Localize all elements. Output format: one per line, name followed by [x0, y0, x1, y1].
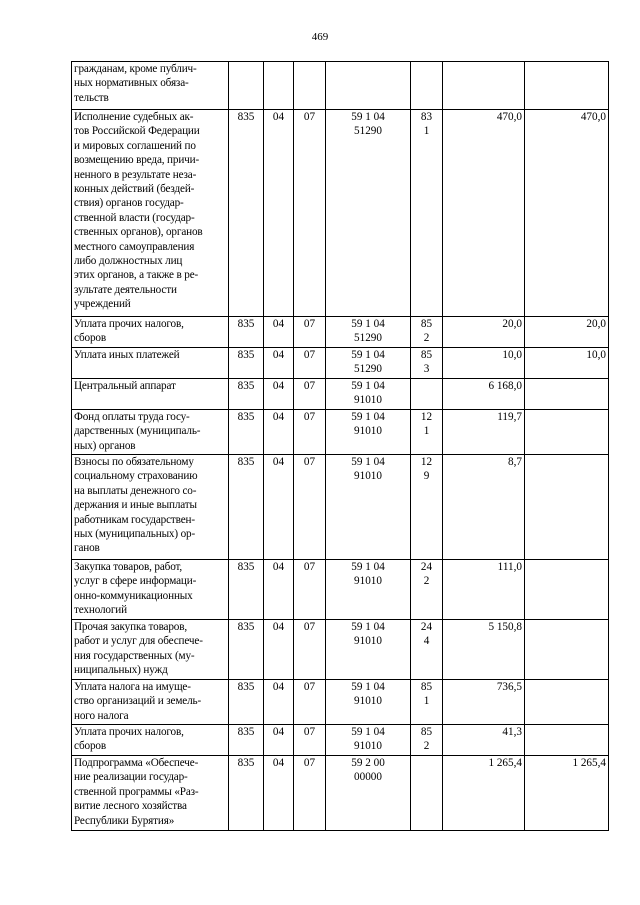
expense-type-code: 83 1 [411, 110, 443, 317]
section-code: 04 [264, 410, 294, 455]
subsection-code: 07 [294, 725, 326, 756]
row-name: Фонд оплаты труда госу- дарственных (муниципаль- ных) органов [72, 410, 229, 455]
row-name: Уплата иных платежей [72, 348, 229, 379]
amount-1: 119,7 [443, 410, 525, 455]
table-row [72, 560, 609, 620]
subsection-code: 07 [294, 560, 326, 620]
subsection-code: 07 [294, 680, 326, 725]
table-row [72, 680, 609, 725]
section-code: 04 [264, 317, 294, 348]
expense-type-code: 85 2 [411, 725, 443, 756]
subsection-code: 07 [294, 756, 326, 831]
grbs-code: 835 [229, 680, 264, 725]
table-row [72, 620, 609, 680]
expense-type-code: 85 2 [411, 317, 443, 348]
subsection-code: 07 [294, 110, 326, 317]
grbs-code: 835 [229, 379, 264, 410]
row-name: Закупка товаров, работ, услуг в сфере информаци- онно-коммуникационных технологий [72, 560, 229, 620]
amount-1: 5 150,8 [443, 620, 525, 680]
expense-type-code [411, 379, 443, 410]
grbs-code: 835 [229, 110, 264, 317]
section-code: 04 [264, 560, 294, 620]
target-article-code: 59 1 04 91010 [326, 379, 411, 410]
row-name: Взносы по обязательному социальному страхованию на выплаты денежного со- держания и иные выплаты работникам государствен- ных (муниципальных) ор- ганов [72, 455, 229, 560]
subsection-code: 07 [294, 620, 326, 680]
table-row [72, 317, 609, 348]
table-row [72, 455, 609, 560]
section-code: 04 [264, 756, 294, 831]
amount-1: 111,0 [443, 560, 525, 620]
section-code: 04 [264, 348, 294, 379]
amount-2 [525, 620, 609, 680]
row-name: Уплата налога на имуще- ство организаций и земель- ного налога [72, 680, 229, 725]
section-code: 04 [264, 620, 294, 680]
amount-2 [525, 410, 609, 455]
section-code: 04 [264, 379, 294, 410]
amount-1: 41,3 [443, 725, 525, 756]
section-code: 04 [264, 725, 294, 756]
table-row [72, 110, 609, 317]
expense-type-code [411, 756, 443, 831]
row-name: Уплата прочих налогов, сборов [72, 317, 229, 348]
amount-2 [525, 62, 609, 110]
section-code [264, 62, 294, 110]
grbs-code: 835 [229, 317, 264, 348]
table-row [72, 348, 609, 379]
amount-2 [525, 560, 609, 620]
row-name: гражданам, кроме публич- ных нормативных обяза- тельств [72, 62, 229, 110]
grbs-code: 835 [229, 410, 264, 455]
grbs-code: 835 [229, 560, 264, 620]
subsection-code: 07 [294, 410, 326, 455]
target-article-code: 59 1 04 91010 [326, 620, 411, 680]
grbs-code: 835 [229, 756, 264, 831]
amount-1: 10,0 [443, 348, 525, 379]
grbs-code: 835 [229, 455, 264, 560]
target-article-code: 59 2 00 00000 [326, 756, 411, 831]
amount-1: 20,0 [443, 317, 525, 348]
page-number: 469 [311, 31, 329, 43]
row-name: Прочая закупка товаров, работ и услуг для обеспече- ния государственных (му- ниципальных) нужд [72, 620, 229, 680]
expense-type-code: 24 4 [411, 620, 443, 680]
subsection-code: 07 [294, 317, 326, 348]
row-name: Уплата прочих налогов, сборов [72, 725, 229, 756]
expense-type-code: 12 1 [411, 410, 443, 455]
table-row [72, 379, 609, 410]
amount-1: 8,7 [443, 455, 525, 560]
expense-type-code: 85 3 [411, 348, 443, 379]
target-article-code: 59 1 04 91010 [326, 560, 411, 620]
row-name: Исполнение судебных ак- тов Российской Федерации и мировых соглашений по возмещению вреда, причи- ненного в результате неза- конных действий (бездей- ствия) органов государ- ственной власти (государ- ственных органов), органов местного самоуправления либо должностных лиц этих органов, а также в ре- зультате деятельности учреждений [72, 110, 229, 317]
subsection-code: 07 [294, 455, 326, 560]
target-article-code [326, 62, 411, 110]
target-article-code: 59 1 04 51290 [326, 348, 411, 379]
section-code: 04 [264, 680, 294, 725]
amount-2 [525, 725, 609, 756]
amount-1: 736,5 [443, 680, 525, 725]
target-article-code: 59 1 04 91010 [326, 725, 411, 756]
expense-type-code: 12 9 [411, 455, 443, 560]
amount-2: 470,0 [525, 110, 609, 317]
target-article-code: 59 1 04 91010 [326, 410, 411, 455]
target-article-code: 59 1 04 51290 [326, 110, 411, 317]
amount-2: 20,0 [525, 317, 609, 348]
amount-1: 1 265,4 [443, 756, 525, 831]
table-row [72, 725, 609, 756]
row-name: Центральный аппарат [72, 379, 229, 410]
grbs-code: 835 [229, 348, 264, 379]
section-code: 04 [264, 455, 294, 560]
subsection-code: 07 [294, 379, 326, 410]
expense-type-code: 24 2 [411, 560, 443, 620]
target-article-code: 59 1 04 91010 [326, 680, 411, 725]
amount-1 [443, 62, 525, 110]
subsection-code [294, 62, 326, 110]
subsection-code: 07 [294, 348, 326, 379]
expense-type-code [411, 62, 443, 110]
row-name: Подпрограмма «Обеспече- ние реализации государ- ственной программы «Раз- витие лесного хозяйства Республики Бурятия» [72, 756, 229, 831]
amount-2 [525, 379, 609, 410]
grbs-code: 835 [229, 725, 264, 756]
amount-2 [525, 680, 609, 725]
amount-2: 1 265,4 [525, 756, 609, 831]
table-row [72, 756, 609, 831]
grbs-code [229, 62, 264, 110]
amount-1: 470,0 [443, 110, 525, 317]
section-code: 04 [264, 110, 294, 317]
amount-2: 10,0 [525, 348, 609, 379]
target-article-code: 59 1 04 51290 [326, 317, 411, 348]
amount-1: 6 168,0 [443, 379, 525, 410]
budget-table [71, 61, 609, 831]
table-row [72, 410, 609, 455]
grbs-code: 835 [229, 620, 264, 680]
expense-type-code: 85 1 [411, 680, 443, 725]
table-row [72, 62, 609, 110]
target-article-code: 59 1 04 91010 [326, 455, 411, 560]
amount-2 [525, 455, 609, 560]
